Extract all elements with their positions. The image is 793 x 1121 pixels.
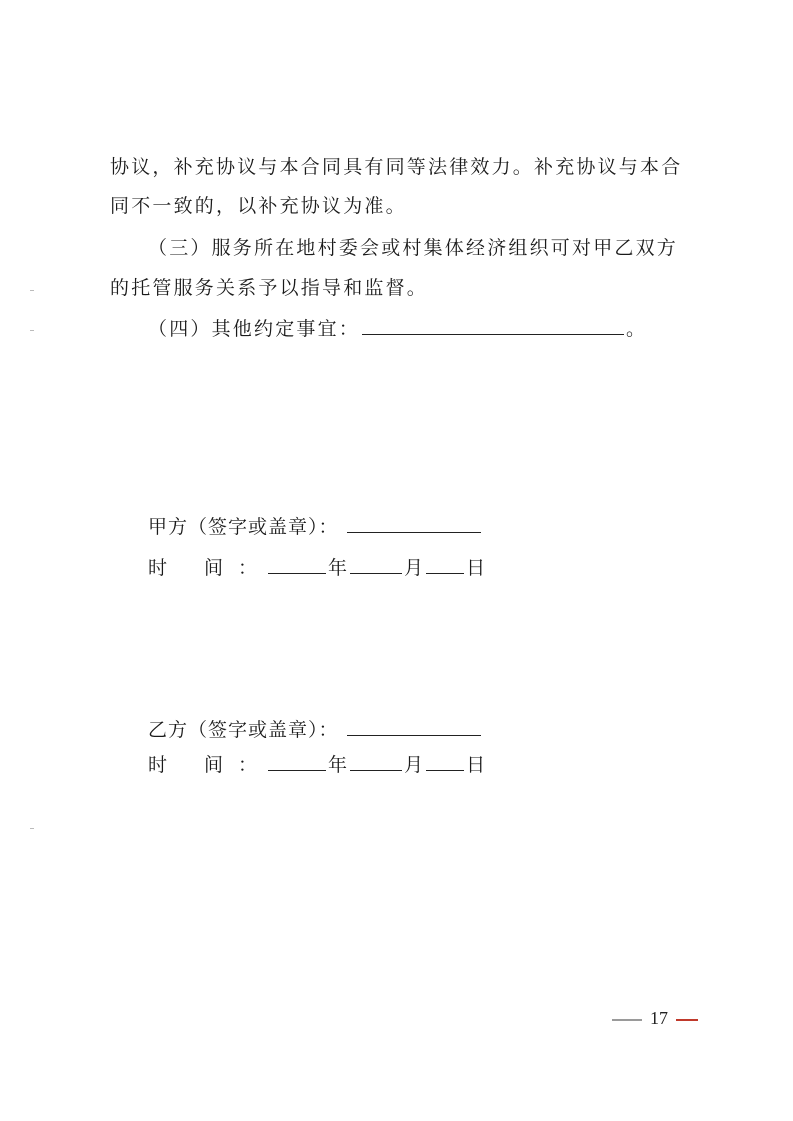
party-a-signature-blank[interactable]: [347, 531, 481, 533]
page-number: [612, 1008, 698, 1029]
party-b-signature-blank[interactable]: [347, 734, 481, 736]
month-label: 月: [404, 754, 425, 776]
other-terms-blank[interactable]: [362, 333, 624, 335]
time-colon: ：: [238, 754, 259, 776]
party-a-month-blank[interactable]: [350, 572, 402, 574]
party-b-day-blank[interactable]: [426, 769, 464, 771]
party-b-time-line: [148, 750, 486, 777]
page-number-text: 17: [650, 1008, 668, 1028]
year-label: 年: [328, 754, 349, 776]
margin-mark: [30, 330, 34, 331]
party-a-time-line: [148, 553, 486, 580]
party-b-year-blank[interactable]: [268, 769, 326, 771]
party-a-year-blank[interactable]: [268, 572, 326, 574]
other-terms-label: （四）其他约定事宜：: [148, 318, 361, 340]
month-label: 月: [404, 557, 425, 579]
party-a-day-blank[interactable]: [426, 572, 464, 574]
paragraph-line: 的托管服务关系予以指导和监督。: [110, 277, 429, 299]
time-label-char: 时: [148, 754, 169, 776]
time-label-char: 间: [204, 557, 225, 579]
page-number-left-dash: [612, 1019, 642, 1021]
other-terms-line: [148, 314, 647, 341]
day-label: 日: [466, 557, 487, 579]
margin-mark: [30, 290, 34, 291]
page-number-right-dash: [676, 1019, 698, 1021]
time-colon: ：: [238, 557, 259, 579]
year-label: 年: [328, 557, 349, 579]
party-b-label: 乙方（签字或盖章）：: [148, 719, 339, 741]
paragraph-line: （三）服务所在地村委会或村集体经济组织可对甲乙双方: [148, 237, 679, 259]
time-label-char: 间: [204, 754, 225, 776]
party-a-signature-line: [148, 512, 483, 539]
time-label-char: 时: [148, 557, 169, 579]
party-a-label: 甲方（签字或盖章）：: [148, 516, 339, 538]
paragraph-line: 协议，补充协议与本合同具有同等法律效力。补充协议与本合: [110, 156, 683, 178]
party-b-month-blank[interactable]: [350, 769, 402, 771]
paragraph-line: 同不一致的，以补充协议为准。: [110, 195, 407, 217]
party-b-signature-line: [148, 715, 483, 742]
margin-mark: [30, 828, 34, 829]
day-label: 日: [466, 754, 487, 776]
other-terms-end: 。: [626, 318, 648, 340]
